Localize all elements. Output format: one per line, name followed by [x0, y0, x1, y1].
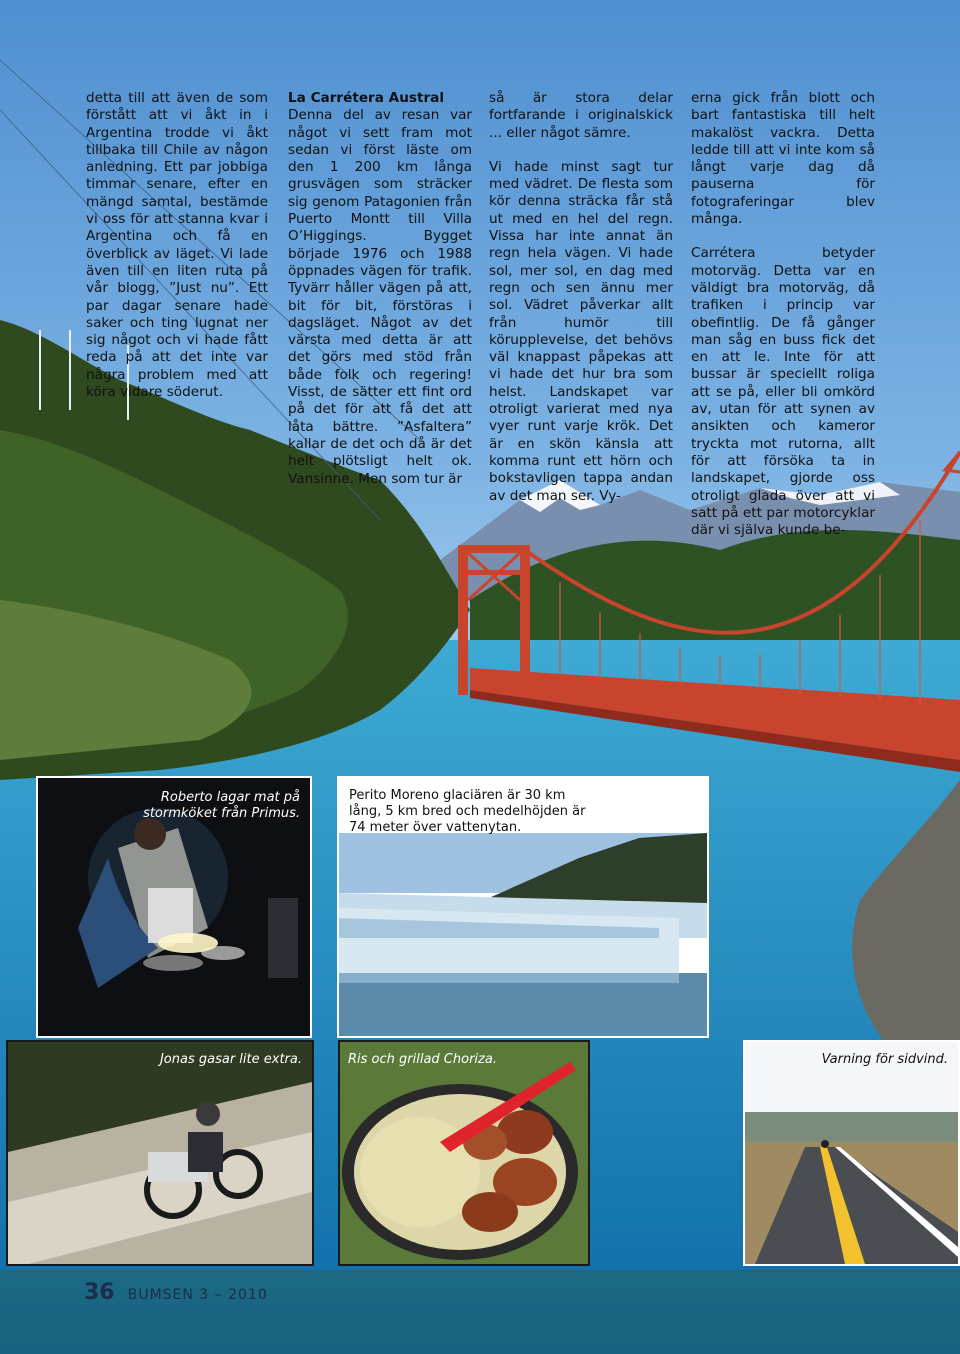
text-column-3 [489, 90, 673, 505]
page-footer [84, 1280, 268, 1305]
col3-paragraph-2: Vi hade minst sagt tur med vädret. De flesta som kör denna sträcka får stå ut med en hel del regn. Vissa har inte annat än regn hela vägen. Vi hade sol, mer sol, en dag med regn och sen ännu mer sol. Vädret påverkar allt från humör till körupplevelse, det behövs väl knappast påpekas att vi hade det hur bra som helst. Landskapet var otroligt varierat med nya vyer runt varje krök. Det är en skön känsla att komma runt ett hörn och bokstavligen tappa andan av det man ser. Vy- [489, 158, 673, 504]
text-column-2 [288, 90, 472, 488]
col2-paragraph-1: Denna del av resan var något vi sett fram mot sedan vi först läste om den 1 200 km långa grusvägen som sträcker sig genom Patagonien från Puerto Montt till Villa O’Higgings. Bygget började 1976 och 1988 öppnades vägen för trafik. Tyvärr håller vägen på att, bit för bit, förstöras i dagsläget. Något av det värsta med detta är att det görs med stöd från både folk och regering! Visst, de sätter ett fint ord på det för att få det att låta bättre. ”Asfaltera” kallar de det och då är det helt plötsligt helt ok. Vansinne. Men som tur är [288, 107, 472, 487]
section-heading: La Carrétera Austral [288, 90, 444, 106]
highway-photo [745, 1042, 958, 1264]
page-number: 36 [84, 1280, 115, 1305]
col4-paragraph-1: erna gick från blott och bart fantastiska till helt makalöst vackra. Detta ledde till att vi inte kom så långt varje dag då pauserna för fotograferingar blev många. [691, 90, 875, 228]
caption-varning: Varning för sidvind. [821, 1052, 948, 1067]
photo-varning [743, 1040, 960, 1266]
col3-paragraph-1: så är stora delar fortfarande i originalskick ... eller något sämre. [489, 90, 673, 141]
magazine-issue: BUMSEN 3 – 2010 [127, 1287, 268, 1303]
col4-paragraph-2: Carrétera betyder motorväg. Detta var en väldigt bra motorväg, då trafiken i princip var obefintlig. De få gånger man såg en buss fick det en att le. Inte för att bussar är speciellt roliga att se på, eller bli omkörd av, utan för att synen av ansikten och kameror tryckta mot rutorna, allt för att försöka ta in landskapet, gjorde oss otroligt glada över att vi satt på ett par motorcyklar där vi själva kunde be- [691, 245, 875, 539]
caption-roberto: Roberto lagar mat på stormköket från Primus. [143, 790, 300, 821]
caption-jonas: Jonas gasar lite extra. [159, 1052, 302, 1067]
caption-perito: Perito Moreno glaciären är 30 km lång, 5 km bred och medelhöjden är 74 meter över vattenytan. [349, 788, 586, 835]
motorcycle-dirt-road-photo [8, 1042, 312, 1264]
food-bowl-photo [340, 1042, 588, 1264]
col1-paragraph-1: detta till att även de som förstått att vi åkt in i Argentina trodde vi åkt tillbaka till Chile av någon anledning. Ett par jobbiga timmar senare, efter en mängd samtal, bestämde vi oss för att stanna kvar i Argentina och få en överblick av läget. Vi lade även till en liten ruta på vår blogg, ”Just nu”. Ett par dagar senare hade saker och ting lugnat ner sig något och vi hade fått reda på att det inte var några problem med att köra vidare söderut. [86, 90, 268, 401]
photo-ris-choriza [338, 1040, 590, 1266]
caption-ris: Ris och grillad Choriza. [348, 1052, 497, 1067]
photo-perito-moreno [337, 776, 709, 1038]
text-column-4 [691, 90, 875, 539]
text-column-1 [86, 90, 268, 401]
photo-roberto-cooking [36, 776, 312, 1038]
photo-jonas [6, 1040, 314, 1266]
